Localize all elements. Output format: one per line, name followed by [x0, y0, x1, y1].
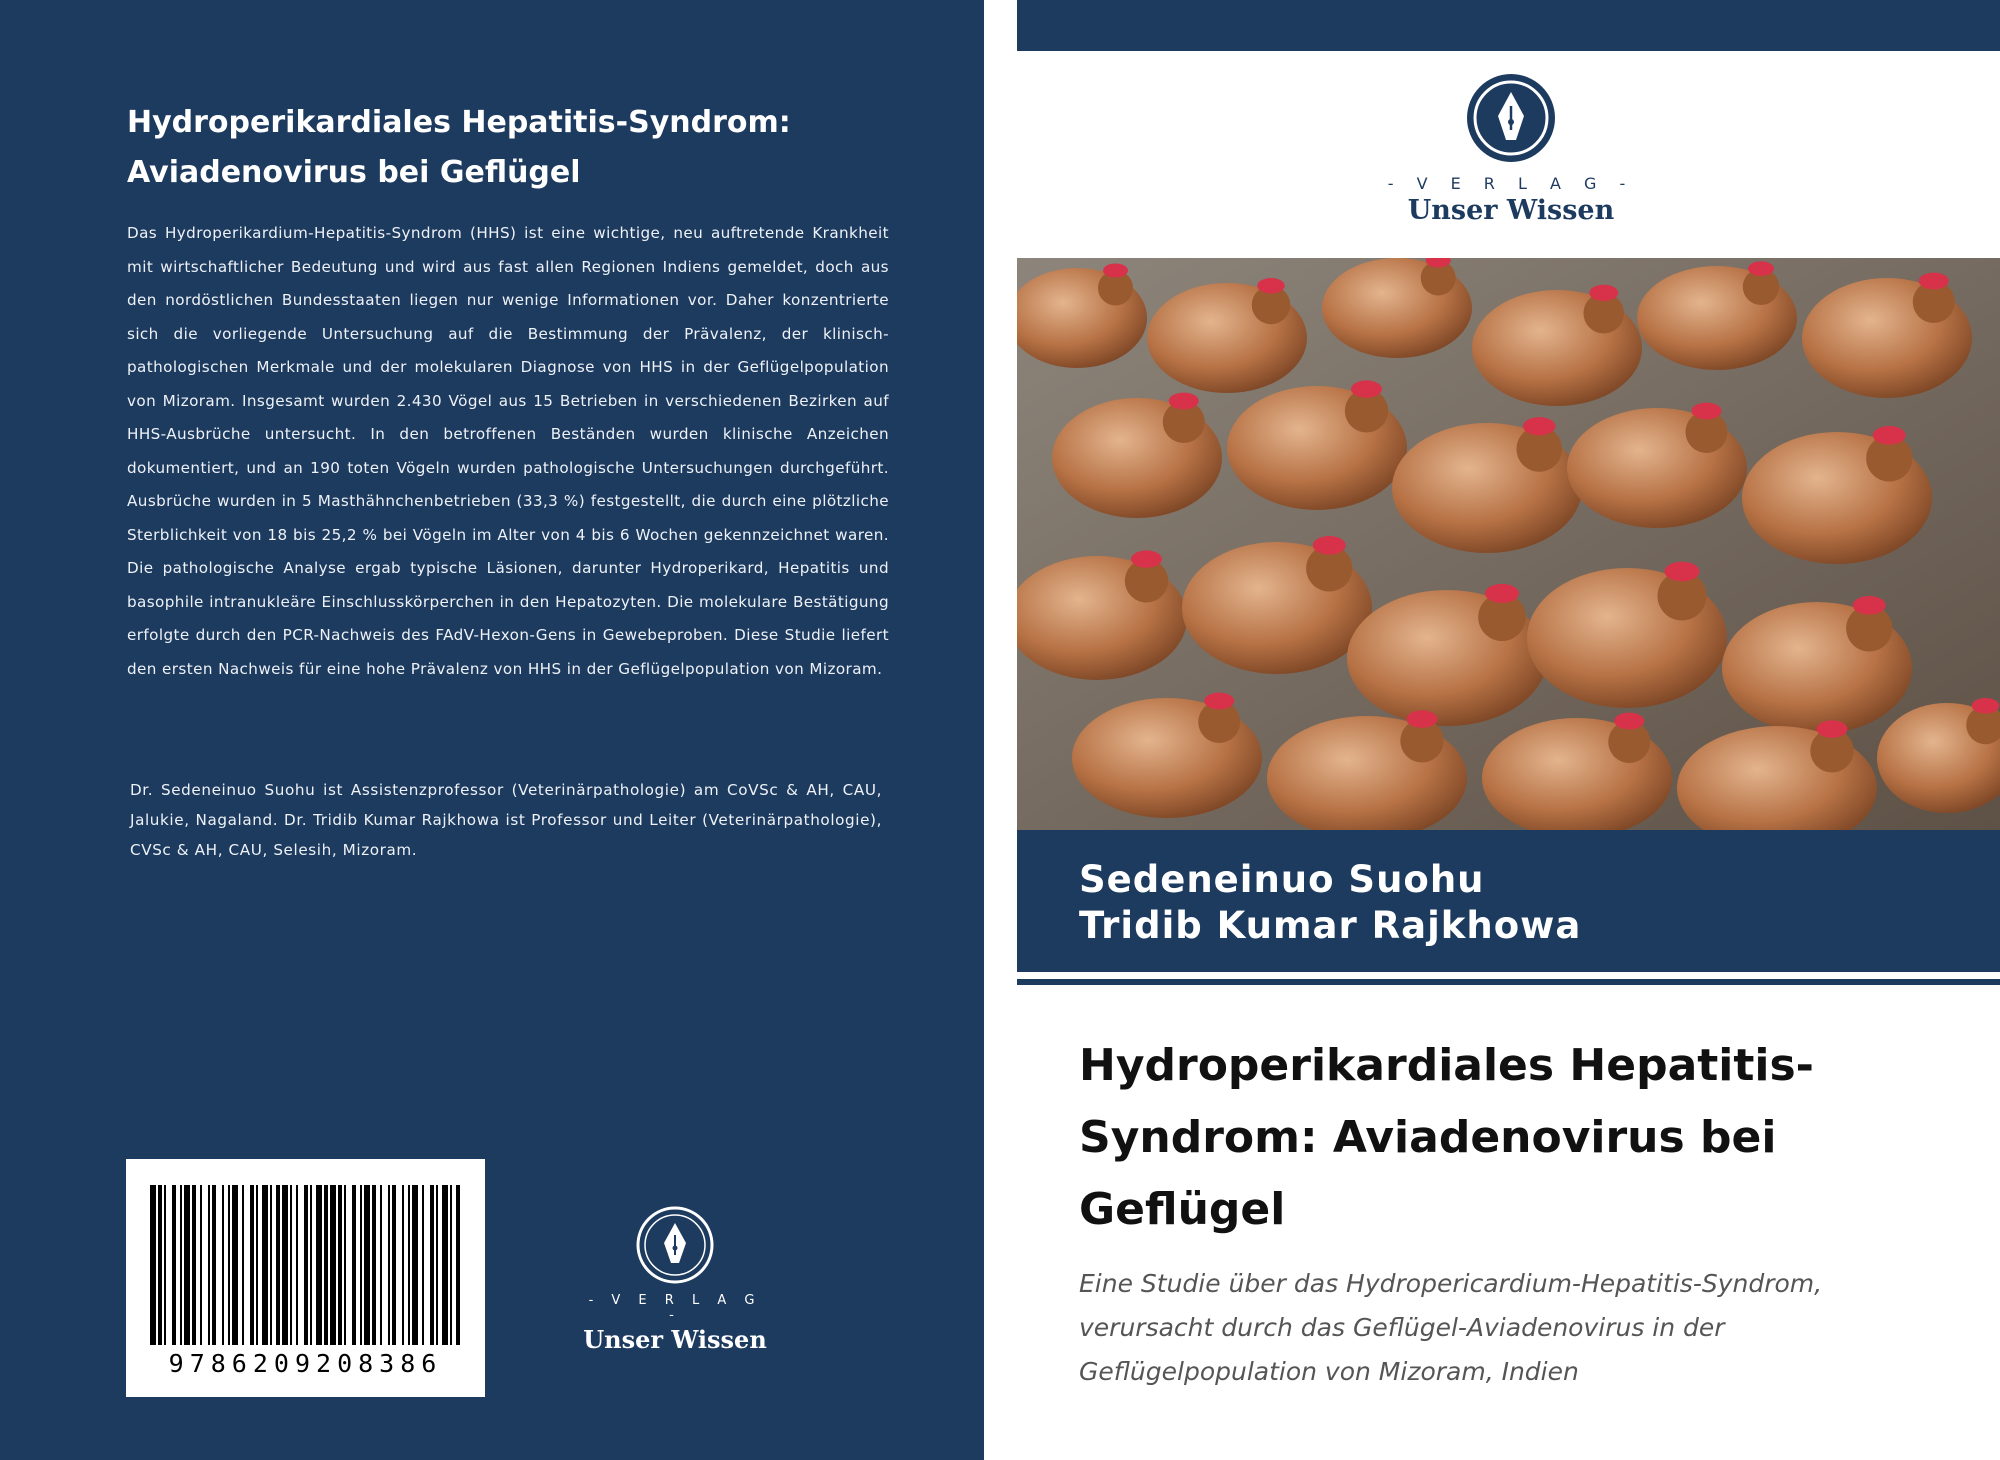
barcode-bar: [232, 1185, 238, 1345]
hen-comb: [1692, 403, 1722, 420]
hen-comb: [1748, 261, 1774, 276]
barcode-bar: [184, 1185, 190, 1345]
barcode-bar: [360, 1185, 362, 1345]
front-cover-title: Hydroperikardiales Hepatitis-Syndrom: Aviadenovirus bei Geflügel: [1079, 1040, 1814, 1235]
barcode-bar: [200, 1185, 202, 1345]
barcode-bar: [254, 1185, 256, 1345]
hen-comb: [1665, 562, 1700, 582]
top-band: [1017, 0, 2000, 51]
author-2: Tridib Kumar Rajkhowa: [1079, 904, 1582, 947]
barcode-bar: [172, 1185, 176, 1345]
barcode-bar: [250, 1185, 254, 1345]
front-cover-subtitle: Eine Studie über das Hydropericardium-Hepatitis-Syndrom, verursacht durch das Geflügel-Aviadenovirus in der Geflügelpopulation von Mizoram, Indien: [1079, 1269, 1823, 1386]
barcode-bar: [448, 1185, 450, 1345]
barcode-bar: [370, 1185, 372, 1345]
barcode-bar: [422, 1185, 424, 1345]
barcode-bar: [304, 1185, 308, 1345]
author-bio: Dr. Sedeneinuo Suohu ist Assistenzprofessor (Veterinärpathologie) am CoVSc & AH, CAU, Jalukie, Nagaland. Dr. Tridib Kumar Rajkhowa ist Professor und Leiter (Veterinärpathologie), CVSc & AH, CAU, Selesih, Mizoram.: [130, 781, 882, 859]
hen-comb: [1614, 713, 1644, 730]
barcode-bar: [162, 1185, 164, 1345]
barcode-bar: [256, 1185, 258, 1345]
barcode-bar: [356, 1185, 360, 1345]
barcode-bar: [156, 1185, 158, 1345]
barcode-bar: [410, 1185, 412, 1345]
hen-comb: [1407, 710, 1438, 727]
barcode-bar: [412, 1185, 418, 1345]
front-publisher-logo: [1371, 72, 1651, 226]
barcode-bar: [336, 1185, 338, 1345]
barcode-bar: [392, 1185, 396, 1345]
barcode-bar: [442, 1185, 448, 1345]
hen-comb: [1257, 278, 1285, 293]
hen-comb: [1103, 264, 1128, 278]
hen-comb: [1313, 536, 1346, 554]
barcode-bar: [424, 1185, 430, 1345]
hen-comb: [1485, 584, 1519, 603]
back-logo-verlag: - V E R L A G -: [588, 1293, 762, 1323]
isbn-digits: 9786209208386: [168, 1349, 443, 1378]
barcode-bar: [228, 1185, 230, 1345]
barcode-bar: [434, 1185, 436, 1345]
barcode-bar: [212, 1185, 216, 1345]
barcode-bar: [316, 1185, 322, 1345]
barcode-bar: [244, 1185, 250, 1345]
barcode-bar: [346, 1185, 352, 1345]
front-logo-brand: Unser Wissen: [1407, 195, 1615, 226]
barcode-bar: [296, 1185, 298, 1345]
back-cover: [0, 0, 984, 1460]
barcode-bar: [290, 1185, 292, 1345]
barcode-bar: [268, 1185, 270, 1345]
barcode-bar: [262, 1185, 268, 1345]
barcode-bar: [364, 1185, 370, 1345]
barcode-bars: [148, 1185, 463, 1350]
hen-comb: [1131, 550, 1162, 567]
barcode-bar: [238, 1185, 242, 1345]
barcode-bar: [404, 1185, 408, 1345]
hen-comb: [1919, 273, 1949, 290]
barcode-bar: [208, 1185, 210, 1345]
back-cover-title: Hydroperikardiales Hepatitis-Syndrom: Aviadenovirus bei Geflügel: [127, 105, 791, 190]
isbn-barcode: [126, 1159, 485, 1397]
hen-comb: [1169, 393, 1199, 410]
hen-comb: [1351, 380, 1382, 397]
barcode-bar: [158, 1185, 162, 1345]
barcode-bar: [292, 1185, 296, 1345]
barcode-bar: [258, 1185, 262, 1345]
barcode-bar: [182, 1185, 184, 1345]
barcode-bar: [222, 1185, 224, 1345]
author-1: Sedeneinuo Suohu: [1079, 858, 1485, 901]
barcode-bar: [280, 1185, 282, 1345]
barcode-bar: [276, 1185, 280, 1345]
barcode-bar: [436, 1185, 438, 1345]
back-cover-abstract: Das Hydroperikardium-Hepatitis-Syndrom (HHS) ist eine wichtige, neu auftretende Krankheit mit wirtschaftlicher Bedeutung und wird aus fast allen Regionen Indiens gemeldet, doch aus den nordöstlichen Bundesstaaten liegen nur wenige Informationen vor. Daher konzentrierte sich die vorliegende Untersuchung auf die Bestimmung der Prävalenz, der klinisch-pathologischen Merkmale und der molekularen Diagnose von HHS in der Geflügelpopulation von Mizoram. Insgesamt wurden 2.430 Vögel aus 15 Betrieben in verschiedenen Bezirken auf HHS-Ausbrüche untersucht. In den betroffenen Beständen wurden klinische Anzeichen dokumentiert, und an 190 toten Vögeln wurden pathologische Untersuchungen durchgeführt. Ausbrüche wurden in 5 Masthähnchenbetrieben (33,3 %) festgestellt, die durch eine plötzliche Sterblichkeit von 18 bis 25,2 % bei Vögeln im Alter von 4 bis 6 Wochen gekennzeichnet waren. Die pathologische Analyse ergab typische Läsionen, darunter Hydroperikard, Hepatitis und basophile intranukleäre Einschlusskörperchen in den Hepatozyten. Die molekulare Bestätigung erfolgte durch den PCR-Nachweis des FAdV-Hexon-Gens in Gewebeproben. Diese Studie liefert den ersten Nachweis für eine hohe Prävalenz von HHS in der Geflügelpopulation von Mizoram.: [127, 224, 889, 678]
front-logo-verlag: - V E R L A G -: [1387, 174, 1635, 193]
barcode-bar: [396, 1185, 402, 1345]
barcode-bar: [164, 1185, 166, 1345]
back-logo-brand: Unser Wissen: [583, 1325, 767, 1354]
hen-comb: [1873, 426, 1906, 444]
barcode-bar: [456, 1185, 460, 1345]
barcode-bar: [192, 1185, 196, 1345]
barcode-bar: [322, 1185, 324, 1345]
barcode-bar: [362, 1185, 364, 1345]
barcode-bar: [190, 1185, 192, 1345]
barcode-bar: [196, 1185, 200, 1345]
barcode-bar: [338, 1185, 342, 1345]
barcode-bar: [452, 1185, 456, 1345]
barcode-bar: [330, 1185, 336, 1345]
barcode-bar: [372, 1185, 376, 1345]
barcode-bar: [216, 1185, 222, 1345]
barcode-bar: [310, 1185, 312, 1345]
barcode-bar: [242, 1185, 244, 1345]
barcode-bar: [270, 1185, 272, 1345]
barcode-bar: [430, 1185, 434, 1345]
barcode-bar: [402, 1185, 404, 1345]
barcode-bar: [344, 1185, 346, 1345]
hen-comb: [1972, 698, 2000, 713]
hen-comb: [1589, 285, 1618, 301]
barcode-bar: [166, 1185, 172, 1345]
barcode-bar: [150, 1185, 156, 1345]
barcode-bar: [388, 1185, 390, 1345]
barcode-bar: [328, 1185, 330, 1345]
barcode-bar: [210, 1185, 212, 1345]
barcode-bar: [288, 1185, 290, 1345]
barcode-bar: [380, 1185, 382, 1345]
barcode-bar: [408, 1185, 410, 1345]
barcode-bar: [324, 1185, 328, 1345]
barcode-bar: [272, 1185, 276, 1345]
barcode-bar: [298, 1185, 304, 1345]
hen-comb: [1853, 596, 1886, 614]
fountain-pen-nib-icon: [635, 1205, 715, 1285]
barcode-bar: [342, 1185, 344, 1345]
hen-comb: [1204, 693, 1234, 710]
front-cover: [1017, 0, 2000, 1460]
barcode-bar: [382, 1185, 388, 1345]
barcode-bar: [202, 1185, 208, 1345]
chickens-photo: [1017, 258, 2000, 830]
fountain-pen-nib-icon: [1465, 72, 1557, 164]
back-publisher-logo: [580, 1205, 770, 1354]
barcode-bar: [308, 1185, 310, 1345]
barcode-bar: [418, 1185, 422, 1345]
barcode-bar: [390, 1185, 392, 1345]
barcode-bar: [376, 1185, 380, 1345]
barcode-bar: [224, 1185, 228, 1345]
barcode-bar: [352, 1185, 356, 1345]
hen-comb: [1817, 720, 1848, 737]
author-band: [1017, 830, 2000, 972]
barcode-bar: [312, 1185, 316, 1345]
hen-comb: [1523, 417, 1556, 435]
divider-rule: [1017, 979, 2000, 985]
barcode-bar: [282, 1185, 288, 1345]
barcode-bar: [180, 1185, 182, 1345]
barcode-bar: [438, 1185, 442, 1345]
barcode-bar: [450, 1185, 452, 1345]
barcode-bar: [230, 1185, 232, 1345]
barcode-bar: [176, 1185, 180, 1345]
